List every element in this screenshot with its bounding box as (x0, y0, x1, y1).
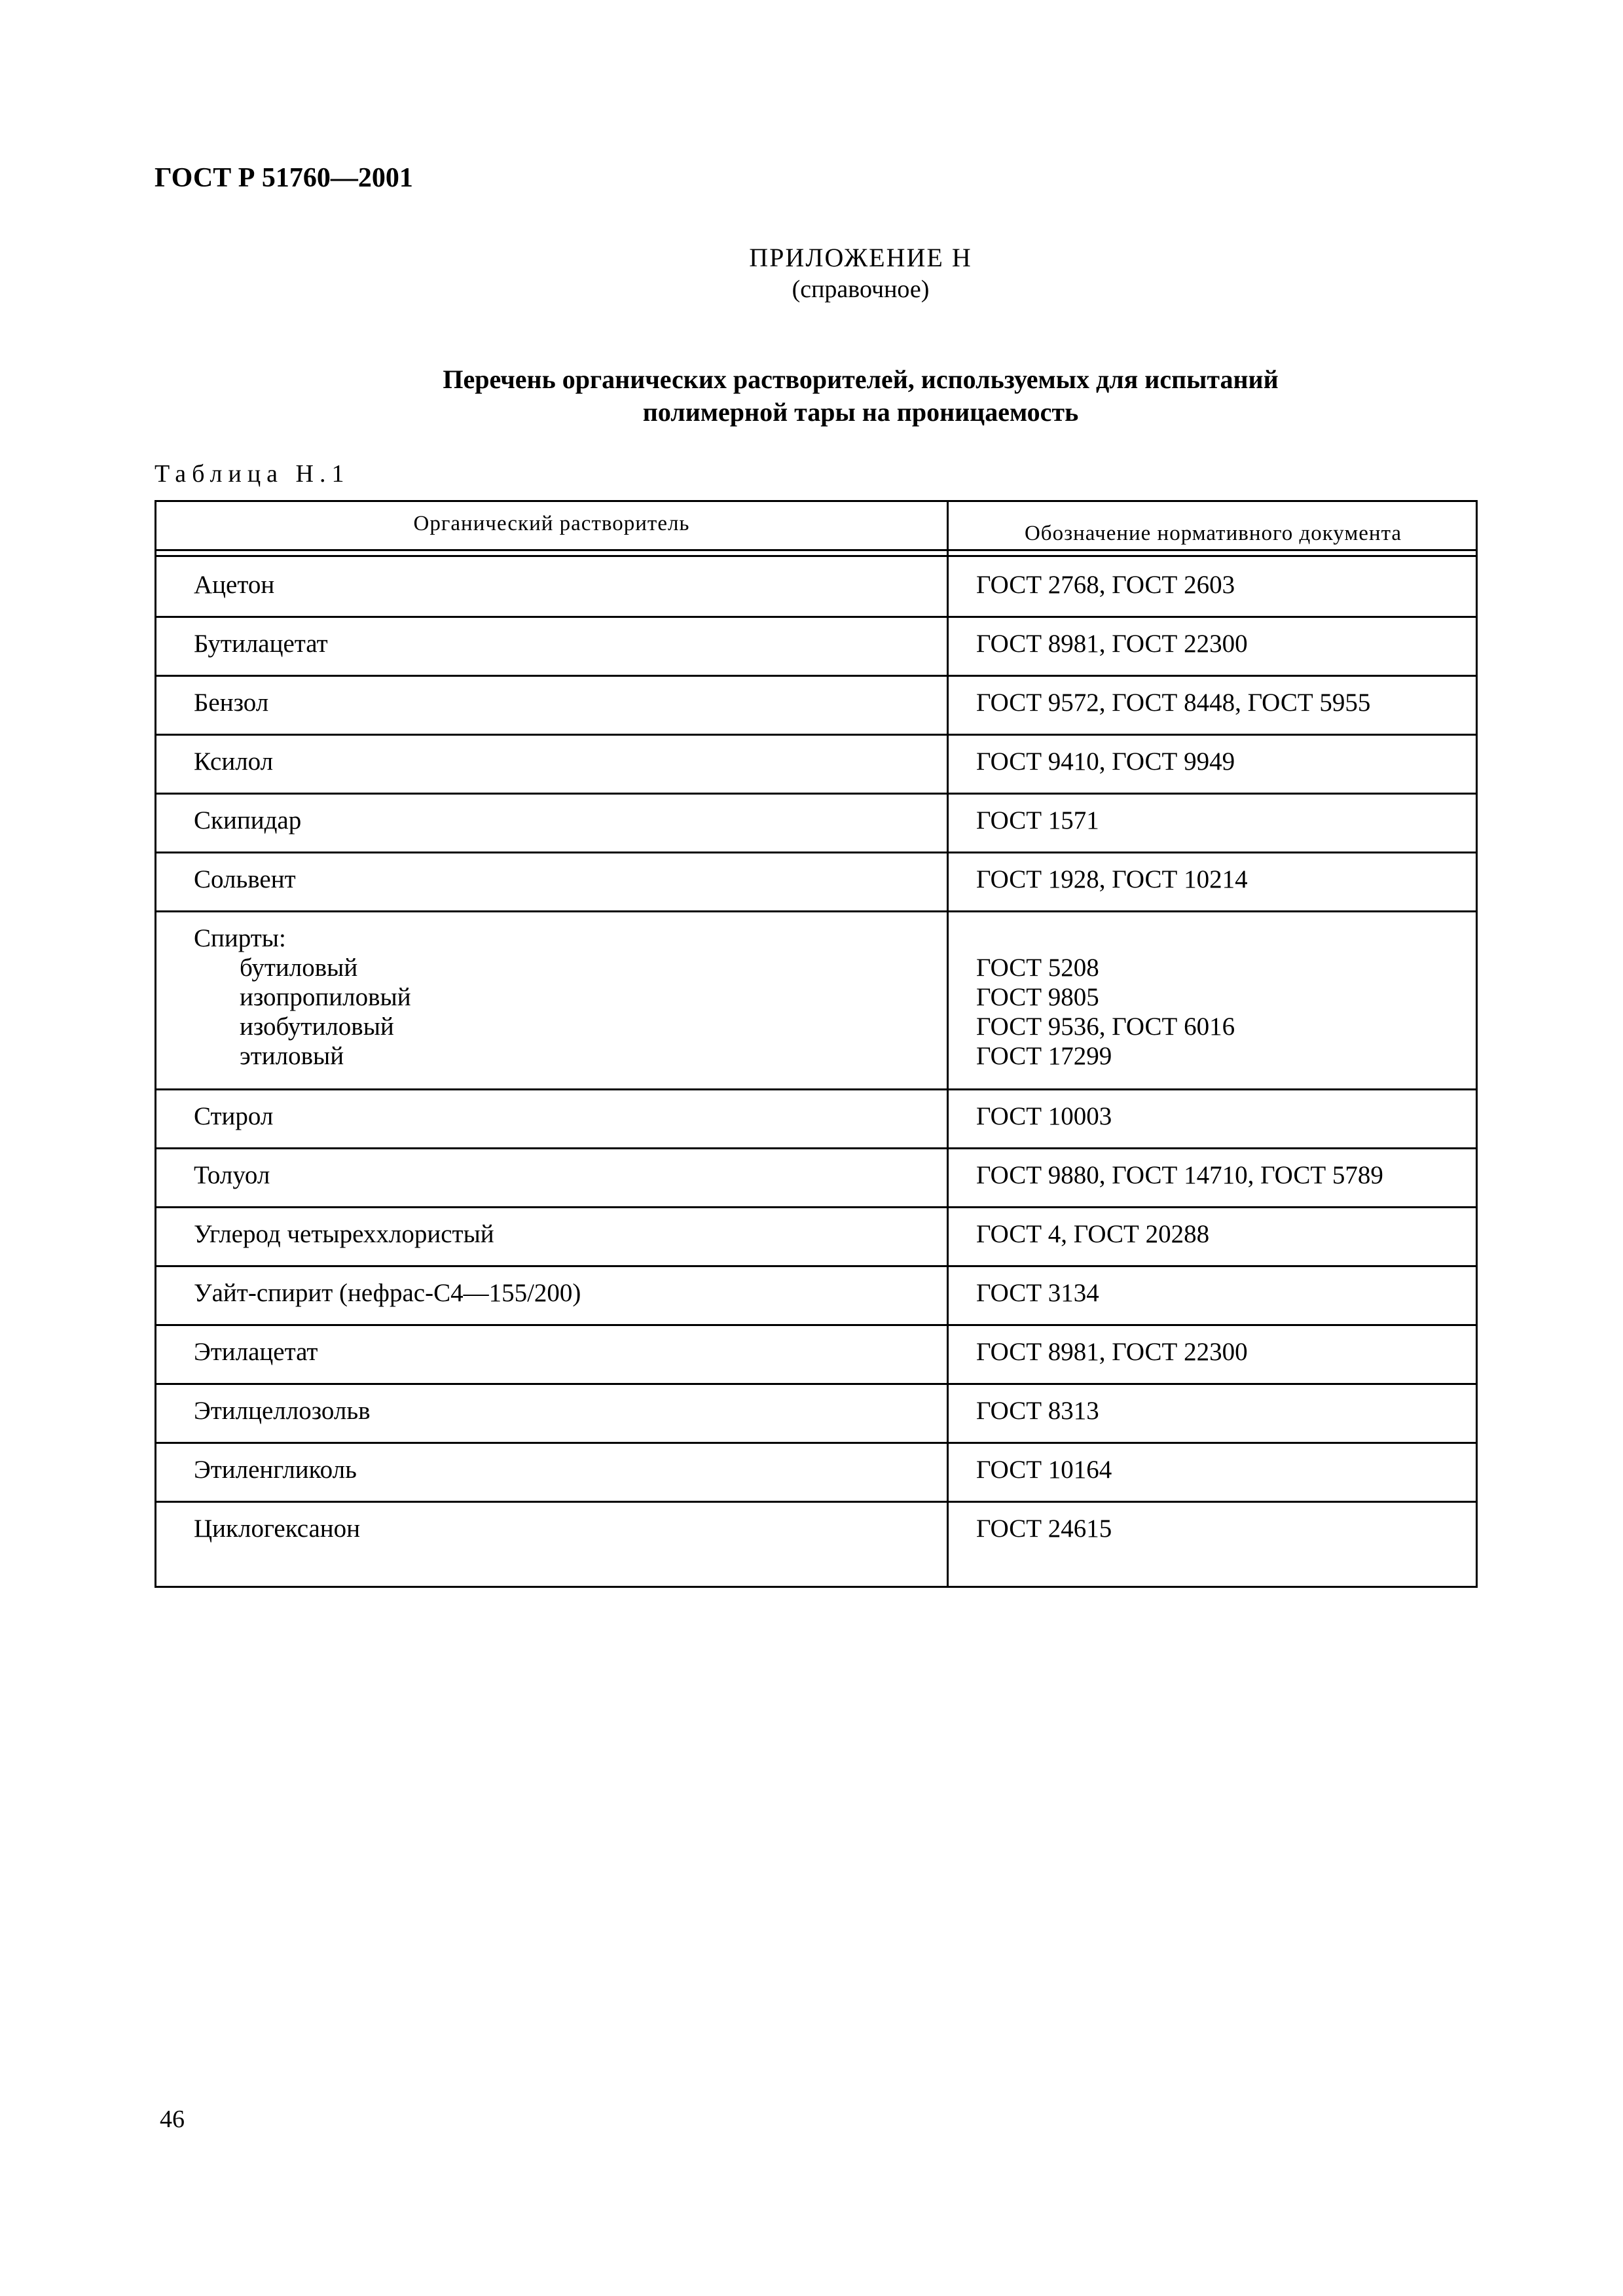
table-row (156, 1442, 1476, 1501)
standard-reference: ГОСТ 10164 (976, 1456, 1112, 1484)
table-row (156, 1265, 1476, 1324)
standard-reference: ГОСТ 9805 (976, 983, 1099, 1011)
standard-reference: ГОСТ 8313 (976, 1397, 1099, 1425)
standard-reference: ГОСТ 9880, ГОСТ 14710, ГОСТ 5789 (976, 1161, 1383, 1189)
appendix-subtitle: (справочное) (792, 276, 930, 303)
solvent-name: Циклогексанон (194, 1515, 361, 1543)
solvents-table (155, 500, 1478, 1588)
solvent-name: Толуол (194, 1161, 270, 1189)
table-row (156, 734, 1476, 793)
column-header-standard: Обозначение нормативного документа (1024, 522, 1402, 545)
table-row (156, 1206, 1476, 1265)
standard-reference: ГОСТ 5208 (976, 954, 1099, 982)
standard-reference: ГОСТ 8981, ГОСТ 22300 (976, 630, 1248, 658)
standard-group-spacer (976, 924, 1235, 953)
standard-reference: ГОСТ 17299 (976, 1042, 1112, 1070)
table-row (156, 1501, 1476, 1586)
table-row (156, 557, 1476, 616)
standard-group (976, 924, 1235, 1071)
standard-reference: ГОСТ 1928, ГОСТ 10214 (976, 865, 1248, 893)
document-code: ГОСТ Р 51760—2001 (155, 163, 413, 193)
solvent-name: Скипидар (194, 806, 302, 834)
solvent-name: Углерод четыреххлористый (194, 1220, 494, 1248)
solvent-name: Ацетон (194, 571, 275, 599)
standard-reference: ГОСТ 9572, ГОСТ 8448, ГОСТ 5955 (976, 689, 1371, 717)
standard-reference: ГОСТ 9410, ГОСТ 9949 (976, 747, 1235, 776)
appendix-title: ПРИЛОЖЕНИЕ Н (749, 243, 972, 272)
solvent-name: Бутилацетат (194, 630, 328, 658)
section-heading-line-2: полимерной тары на проницаемость (642, 397, 1079, 427)
standard-reference: ГОСТ 8981, ГОСТ 22300 (976, 1338, 1248, 1366)
standard-reference: ГОСТ 4, ГОСТ 20288 (976, 1220, 1210, 1248)
header-rule-top (156, 549, 1476, 551)
solvent-subitem: этиловый (240, 1042, 344, 1070)
solvent-group-title: Спирты: (194, 924, 286, 952)
table-caption: Таблица Н.1 (155, 460, 350, 488)
standard-reference: ГОСТ 1571 (976, 806, 1099, 834)
solvent-name: Этиленгликоль (194, 1456, 357, 1484)
table-row (156, 616, 1476, 675)
table-row (156, 1088, 1476, 1147)
table-row (156, 1324, 1476, 1383)
table-row (156, 910, 1476, 1088)
solvent-name: Этилцеллозольв (194, 1397, 371, 1425)
standard-reference: ГОСТ 10003 (976, 1102, 1112, 1130)
standard-reference: ГОСТ 2768, ГОСТ 2603 (976, 571, 1235, 599)
solvent-subitem: бутиловый (240, 954, 358, 982)
column-header-solvent: Органический растворитель (413, 512, 690, 535)
table-row (156, 1147, 1476, 1206)
solvent-name: Бензол (194, 689, 269, 717)
standard-reference: ГОСТ 24615 (976, 1515, 1112, 1543)
page-number: 46 (160, 2106, 185, 2133)
solvent-name: Стирол (194, 1102, 274, 1130)
solvent-name: Этилацетат (194, 1338, 318, 1366)
table-row (156, 852, 1476, 910)
standard-reference: ГОСТ 9536, ГОСТ 6016 (976, 1013, 1235, 1041)
table-row (156, 1383, 1476, 1442)
standard-reference: ГОСТ 3134 (976, 1279, 1099, 1307)
section-heading-line-1: Перечень органических растворителей, используемых для испытаний (443, 365, 1279, 394)
solvent-name: Ксилол (194, 747, 274, 776)
solvent-name: Уайт-спирит (нефрас-С4—155/200) (194, 1279, 581, 1307)
solvent-subitem: изобутиловый (240, 1013, 394, 1041)
table-row (156, 675, 1476, 734)
solvent-group (194, 924, 411, 1071)
table-row (156, 793, 1476, 852)
solvent-name: Сольвент (194, 865, 296, 893)
solvent-subitem: изопропиловый (240, 983, 411, 1011)
